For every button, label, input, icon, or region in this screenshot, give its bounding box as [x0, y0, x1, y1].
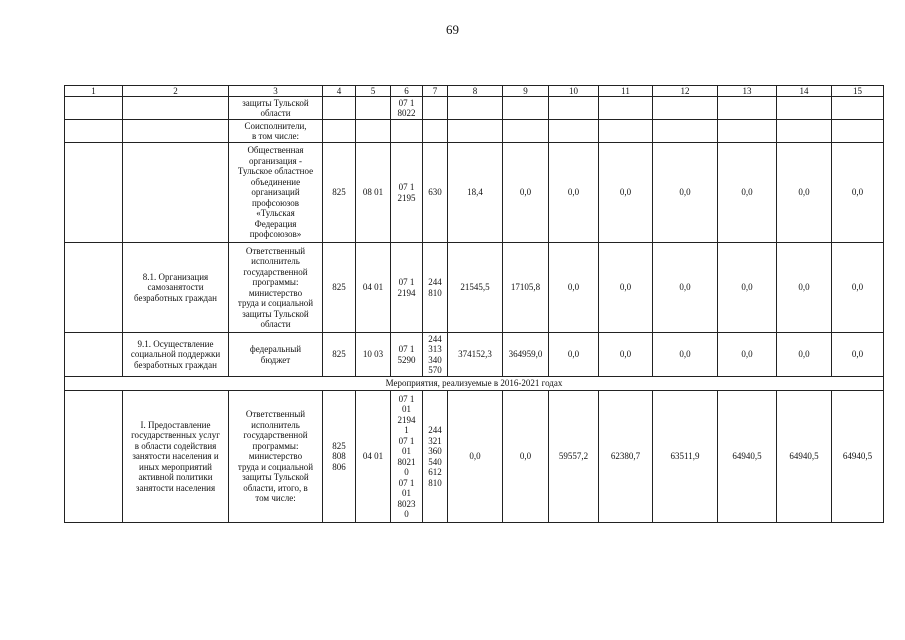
vr-cell: 630: [423, 143, 448, 243]
value-cell: 64940,5: [777, 391, 832, 523]
value-cell: 0,0: [832, 243, 884, 333]
value-cell: 374152,3: [448, 333, 503, 377]
column-header: 5: [356, 86, 391, 97]
column-header: 2: [123, 86, 229, 97]
value-cell: 0,0: [599, 243, 653, 333]
value-cell: 62380,7: [599, 391, 653, 523]
measure-name-cell: 8.1. Организация самозанятости безработных граждан: [123, 243, 229, 333]
value-cell: 64940,5: [718, 391, 777, 523]
executor-cell: защиты Тульской области: [229, 97, 323, 120]
column-header: 14: [777, 86, 832, 97]
budget-table: [64, 85, 884, 523]
csr-cell: 07 1 2195: [391, 143, 423, 243]
table-row: [65, 391, 884, 523]
rzpr-cell: 04 01: [356, 391, 391, 523]
code-cell: 07 1 8022: [391, 97, 423, 120]
column-header: 15: [832, 86, 884, 97]
column-header: 11: [599, 86, 653, 97]
value-cell: 21545,5: [448, 243, 503, 333]
csr-cell: 07 1 5290: [391, 333, 423, 377]
rzpr-cell: 08 01: [356, 143, 391, 243]
value-cell: 0,0: [718, 143, 777, 243]
value-cell: 63511,9: [653, 391, 718, 523]
column-header: 12: [653, 86, 718, 97]
table-row: [65, 243, 884, 333]
value-cell: 0,0: [653, 143, 718, 243]
executor-cell: Общественная организация - Тульское областное объединение организаций профсоюзов «Тульская Федерация профсоюзов»: [229, 143, 323, 243]
value-cell: 0,0: [777, 333, 832, 377]
value-cell: 364959,0: [503, 333, 549, 377]
value-cell: 0,0: [653, 333, 718, 377]
section-row: [65, 377, 884, 391]
table-row: [65, 97, 884, 120]
grbs-cell: 825: [323, 333, 356, 377]
column-header: 13: [718, 86, 777, 97]
column-header: 8: [448, 86, 503, 97]
value-cell: 18,4: [448, 143, 503, 243]
value-cell: 0,0: [549, 243, 599, 333]
value-cell: 0,0: [503, 391, 549, 523]
rzpr-cell: 10 03: [356, 333, 391, 377]
column-header: 3: [229, 86, 323, 97]
value-cell: 17105,8: [503, 243, 549, 333]
csr-cell: 07 1 2194: [391, 243, 423, 333]
rzpr-cell: 04 01: [356, 243, 391, 333]
value-cell: 0,0: [448, 391, 503, 523]
table-row: [65, 143, 884, 243]
value-cell: 64940,5: [832, 391, 884, 523]
column-header: 1: [65, 86, 123, 97]
grbs-cell: 825: [323, 143, 356, 243]
column-header: 10: [549, 86, 599, 97]
section-title: Мероприятия, реализуемые в 2016-2021 годах: [65, 377, 884, 391]
value-cell: 0,0: [549, 333, 599, 377]
grbs-cell: 825 808 806: [323, 391, 356, 523]
value-cell: 0,0: [718, 243, 777, 333]
vr-cell: 244 321 360 540 612 810: [423, 391, 448, 523]
column-header: 4: [323, 86, 356, 97]
value-cell: 0,0: [718, 333, 777, 377]
column-header: 7: [423, 86, 448, 97]
measure-name-cell: I. Предоставление государственных услуг в области содействия занятости населения и иных мероприятий активной политики занятости населения: [123, 391, 229, 523]
executor-cell: федеральный бюджет: [229, 333, 323, 377]
table-row: [65, 120, 884, 143]
value-cell: 0,0: [503, 143, 549, 243]
grbs-cell: 825: [323, 243, 356, 333]
value-cell: 59557,2: [549, 391, 599, 523]
value-cell: 0,0: [777, 143, 832, 243]
table-row: [65, 333, 884, 377]
executor-cell: Соисполнители, в том числе:: [229, 120, 323, 143]
value-cell: 0,0: [777, 243, 832, 333]
value-cell: 0,0: [549, 143, 599, 243]
column-header: 9: [503, 86, 549, 97]
header-row: [65, 86, 884, 97]
page-number: 69: [446, 22, 459, 37]
executor-cell: Ответственный исполнитель государственной программы: министерство труда и социальной защиты Тульской области: [229, 243, 323, 333]
column-header: 6: [391, 86, 423, 97]
value-cell: 0,0: [832, 333, 884, 377]
csr-cell: 07 1 01 2194 1 07 1 01 8021 0 07 1 01 8023 0: [391, 391, 423, 523]
vr-cell: 244 313 340 570: [423, 333, 448, 377]
value-cell: 0,0: [599, 143, 653, 243]
value-cell: 0,0: [832, 143, 884, 243]
measure-name-cell: 9.1. Осуществление социальной поддержки безработных граждан: [123, 333, 229, 377]
executor-cell: Ответственный исполнитель государственной программы: министерство труда и социальной защиты Тульской области, итого, в том числе:: [229, 391, 323, 523]
value-cell: 0,0: [653, 243, 718, 333]
value-cell: 0,0: [599, 333, 653, 377]
vr-cell: 244 810: [423, 243, 448, 333]
